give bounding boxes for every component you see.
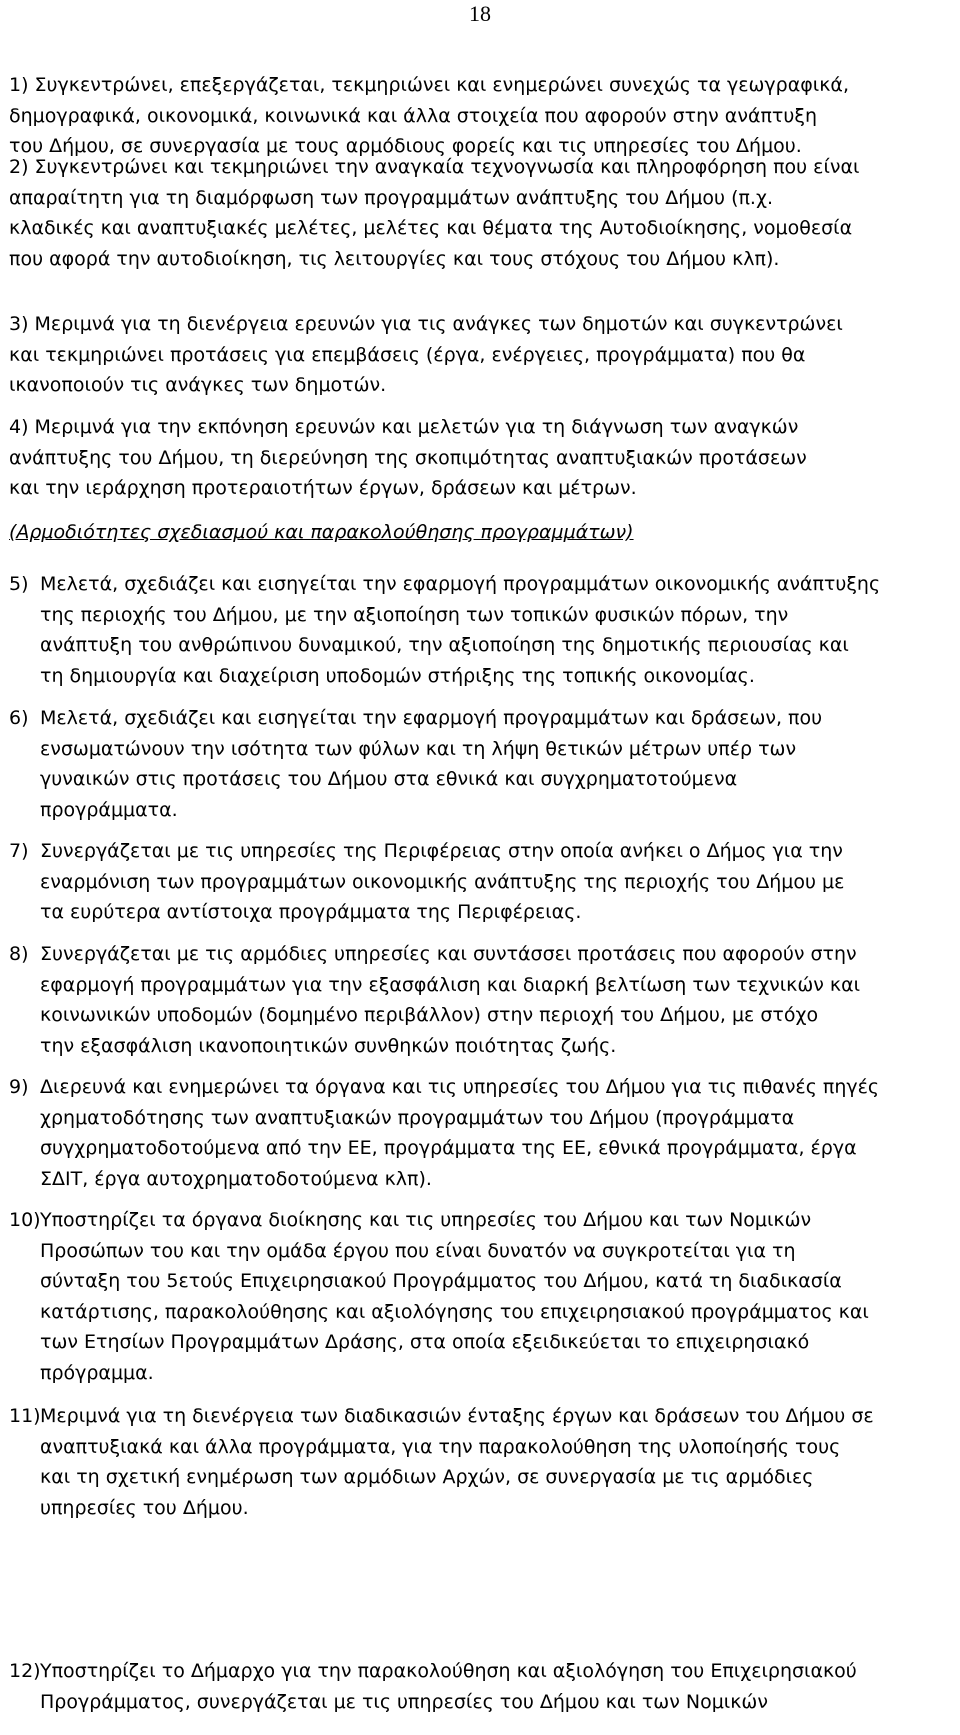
list-item-number: 11) [9, 1405, 41, 1427]
list-item-number: 12) [9, 1660, 41, 1682]
paragraph-line: ανάπτυξη του ανθρώπινου δυναμικού, την αξιοποίηση της δημοτικής περιουσίας και [40, 634, 849, 656]
paragraph-line: 3) Μεριμνά για τη διενέργεια ερευνών για τις ανάγκες των δημοτών και συγκεντρώνει [9, 313, 843, 335]
paragraph-line: ανάπτυξης του Δήμου, τη διερεύνηση της σκοπιμότητας αναπτυξιακών προτάσεων [9, 446, 807, 469]
paragraph-item-2 [0, 152, 960, 274]
paragraph-line: Υποστηρίζει το Δήμαρχο για την παρακολούθηση και αξιολόγηση του Επιχειρησιακού [40, 1660, 857, 1682]
list-item-12 [0, 1656, 960, 1717]
list-item-10 [0, 1205, 960, 1388]
paragraph-line: Διερευνά και ενημερώνει τα όργανα και τις υπηρεσίες του Δήμου για τις πιθανές πηγές [40, 1076, 880, 1098]
paragraph-line: τα ευρύτερα αντίστοιχα προγράμματα της Περιφέρειας. [40, 901, 582, 923]
paragraph-line: ικανοποιούν τις ανάγκες των δημοτών. [9, 374, 387, 396]
paragraph-line: του Δήμου, σε συνεργασία με τους αρμόδιους φορείς και τις υπηρεσίες του Δήμου. [9, 135, 802, 157]
list-item-5 [0, 569, 960, 691]
paragraph-line: προγράμματα. [40, 798, 178, 821]
paragraph-line: και την ιεράρχηση προτεραιοτήτων έργων, δράσεων και μέτρων. [9, 477, 637, 499]
paragraph-line: Συνεργάζεται με τις αρμόδιες υπηρεσίες και συντάσσει προτάσεις που αφορούν στην [40, 943, 857, 965]
list-item-7 [0, 836, 960, 928]
paragraph-line: εναρμόνιση των προγραμμάτων οικονομικής ανάπτυξης της περιοχής του Δήμου με [40, 870, 845, 893]
paragraph-line: Προγράμματος, συνεργάζεται με τις υπηρεσίες του Δήμου και των Νομικών [40, 1690, 768, 1713]
paragraph-line: των Ετησίων Προγραμμάτων Δράσης, στα οποία εξειδικεύεται το επιχειρησιακό [40, 1331, 810, 1353]
paragraph-line: δημογραφικά, οικονομικά, κοινωνικά και άλλα στοιχεία που αφορούν στην ανάπτυξη [9, 104, 817, 127]
paragraph-line: γυναικών στις προτάσεις του Δήμου στα εθνικά και συγχρηματοτούμενα [40, 768, 738, 790]
paragraph-line: Υποστηρίζει τα όργανα διοίκησης και τις υπηρεσίες του Δήμου και των Νομικών [40, 1209, 812, 1231]
list-item-number: 8) [9, 943, 29, 965]
list-item-9 [0, 1072, 960, 1194]
list-item-8 [0, 939, 960, 1061]
paragraph-line: πρόγραμμα. [40, 1361, 154, 1384]
page-number: 18 [469, 1, 491, 26]
paragraph-line: της περιοχής του Δήμου, με την αξιοποίηση των τοπικών φυσικών πόρων, την [40, 603, 789, 626]
paragraph-line: ενσωματώνουν την ισότητα των φύλων και τη λήψη θετικών μέτρων υπέρ των [40, 737, 797, 760]
list-item-number: 10) [9, 1209, 41, 1231]
paragraph-line: Συνεργάζεται με τις υπηρεσίες της Περιφέρειας στην οποία ανήκει ο Δήμος για την [40, 840, 843, 862]
paragraph-line: και τεκμηριώνει προτάσεις για επεμβάσεις (έργα, ενέργειες, προγράμματα) που θα [9, 343, 806, 366]
paragraph-line: 4) Μεριμνά για την εκπόνηση ερευνών και μελετών για τη διάγνωση των αναγκών [9, 416, 799, 438]
list-item-number: 6) [9, 707, 29, 729]
paragraph-line: συγχρηματοδοτούμενα από την ΕΕ, προγράμματα της ΕΕ, εθνικά προγράμματα, έργα [40, 1137, 857, 1159]
list-item-number: 5) [9, 573, 29, 595]
paragraph-item-1 [0, 70, 960, 162]
paragraph-line: κοινωνικών υποδομών (δομημένο περιβάλλον) στην περιοχή του Δήμου, με στόχο [40, 1004, 819, 1026]
list-item-number: 9) [9, 1076, 29, 1098]
paragraph-line: αναπτυξιακά και άλλα προγράμματα, για την παρακολούθηση της υλοποίησής τους [40, 1435, 841, 1458]
paragraph-line: που αφορά την αυτοδιοίκηση, τις λειτουργίες και τους στόχους του Δήμου κλπ). [9, 247, 780, 270]
list-item-11 [0, 1401, 960, 1523]
paragraph-line: 2) Συγκεντρώνει και τεκμηριώνει την αναγκαία τεχνογνωσία και πληροφόρηση που είναι [9, 156, 860, 178]
paragraph-line: Μελετά, σχεδιάζει και εισηγείται την εφαρμογή προγραμμάτων και δράσεων, που [40, 707, 823, 729]
paragraph-line: την εξασφάλιση ικανοποιητικών συνθηκών ποιότητας ζωής. [40, 1034, 617, 1057]
paragraph-line: κλαδικές και αναπτυξιακές μελέτες, μελέτες και θέματα της Αυτοδιοίκησης, νομοθεσία [9, 217, 853, 239]
paragraph-line: και τη σχετική ενημέρωση των αρμόδιων Αρχών, σε συνεργασία με τις αρμόδιες [40, 1466, 814, 1488]
section-heading: (Αρμοδιότητες σχεδιασμού και παρακολούθησης προγραμμάτων) [9, 521, 634, 543]
list-item-number: 7) [9, 840, 29, 862]
paragraph-line: κατάρτισης, παρακολούθησης και αξιολόγησης του επιχειρησιακού προγράμματος και [40, 1300, 869, 1323]
paragraph-line: απαραίτητη για τη διαμόρφωση των προγραμμάτων ανάπτυξης του Δήμου (π.χ. [9, 186, 773, 209]
paragraph-line: εφαρμογή προγραμμάτων για την εξασφάλιση και διαρκή βελτίωση των τεχνικών και [40, 973, 861, 996]
paragraph-line: τη δημιουργία και διαχείριση υποδομών στήριξης της τοπικής οικονομίας. [40, 664, 755, 687]
paragraph-line: Μελετά, σχεδιάζει και εισηγείται την εφαρμογή προγραμμάτων οικονομικής ανάπτυξης [40, 573, 881, 595]
paragraph-line: χρηματοδότησης των αναπτυξιακών προγραμμάτων του Δήμου (προγράμματα [40, 1106, 795, 1129]
paragraph-line: Προσώπων του και την ομάδα έργου που είναι δυνατόν να συγκροτείται για τη [40, 1239, 796, 1262]
paragraph-item-4 [0, 412, 960, 504]
paragraph-line: σύνταξη του 5ετούς Επιχειρησιακού Προγράμματος του Δήμου, κατά τη διαδικασία [40, 1270, 842, 1292]
list-item-6 [0, 703, 960, 825]
paragraph-line: Μεριμνά για τη διενέργεια των διαδικασιών ένταξης έργων και δράσεων του Δήμου σε [40, 1405, 874, 1427]
paragraph-line: 1) Συγκεντρώνει, επεξεργάζεται, τεκμηριώνει και ενημερώνει συνεχώς τα γεωγραφικά, [9, 74, 849, 96]
paragraph-line: υπηρεσίες του Δήμου. [40, 1496, 249, 1519]
paragraph-line: ΣΔΙΤ, έργα αυτοχρηματοδοτούμενα κλπ). [40, 1167, 432, 1190]
paragraph-item-3 [0, 309, 960, 401]
